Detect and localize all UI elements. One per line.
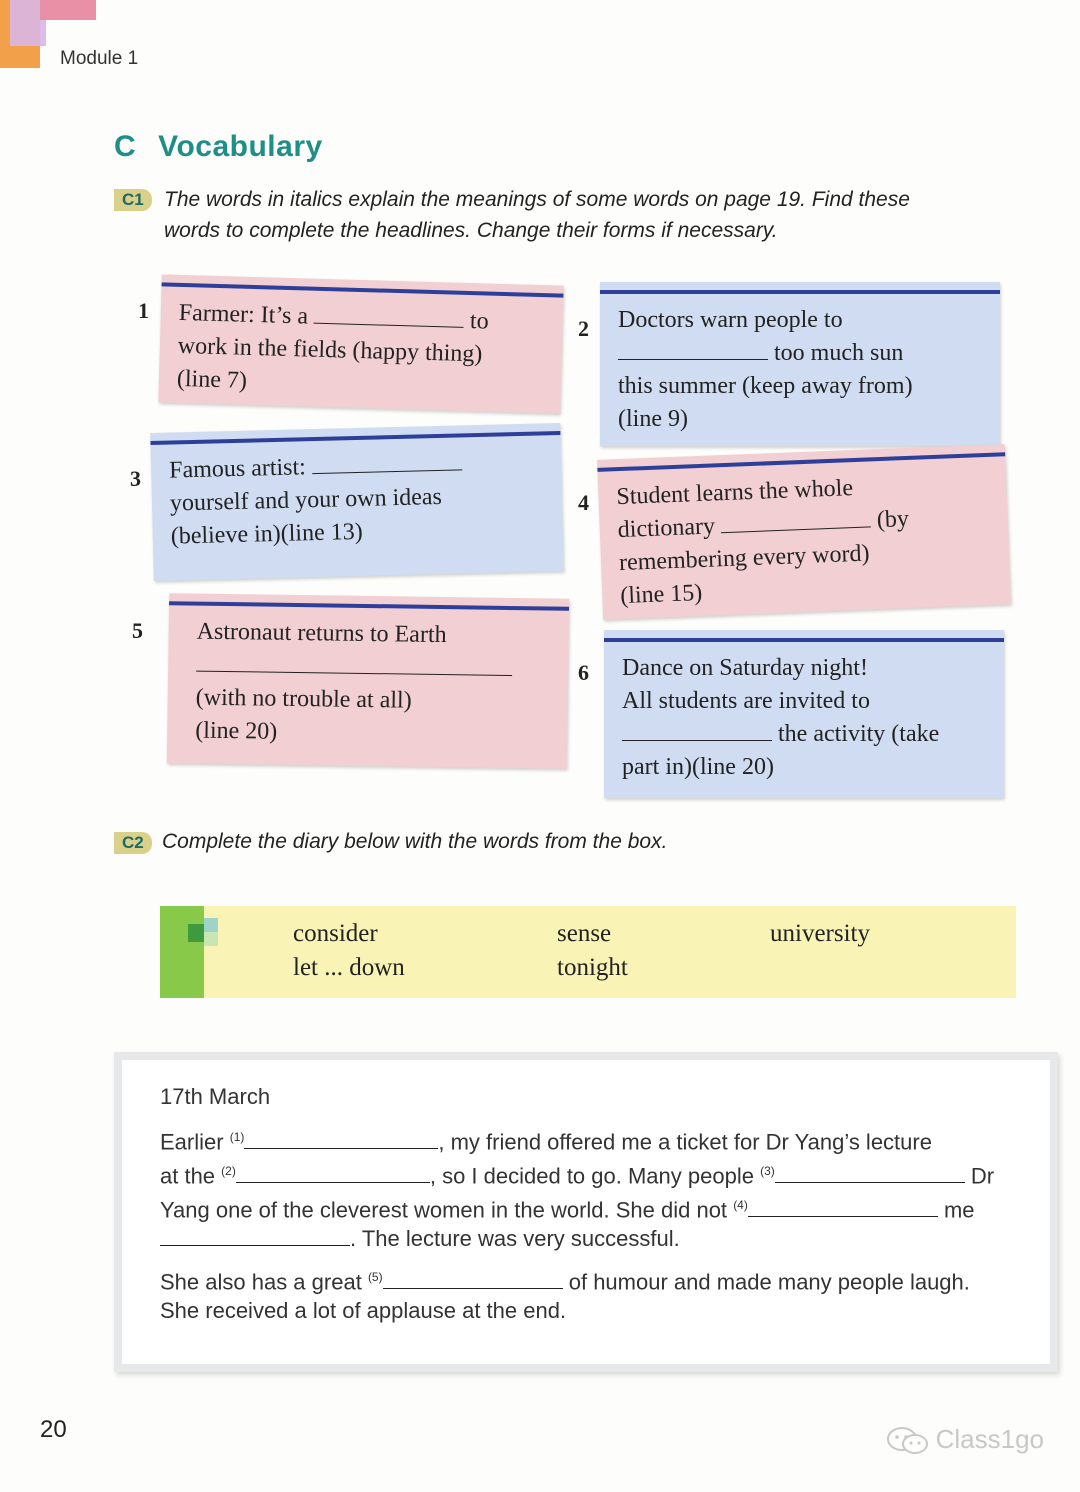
watermark xyxy=(886,1424,1044,1456)
diary-l5a: She also has a great xyxy=(160,1269,362,1295)
card4-line4: (line 15) xyxy=(619,579,703,610)
headline-card-1 xyxy=(158,274,563,413)
blank-number-2: (2) xyxy=(221,1164,236,1178)
diary-date: 17th March xyxy=(160,1084,271,1109)
diary-box xyxy=(114,1052,1058,1372)
diary-l5b: of humour and made many people laugh. xyxy=(568,1269,970,1295)
word-sense: sense xyxy=(557,920,612,947)
card1-line2: work in the fields (happy thing) xyxy=(177,332,483,368)
diary-line-6: She received a lot of applause at the end. xyxy=(160,1298,567,1323)
c1-instruction-line1: The words in italics explain the meanings of some words on page 19. Find these xyxy=(164,188,910,211)
diary-line-4 xyxy=(160,1222,680,1256)
card4-line1: Student learns the whole xyxy=(616,475,854,511)
card4-line2a: dictionary xyxy=(617,513,716,544)
card6-blank[interactable] xyxy=(622,718,772,741)
item-number-3: 3 xyxy=(130,466,141,491)
card6-line3-end: the activity (take xyxy=(778,721,940,747)
diary-blank-4-continued[interactable] xyxy=(160,1223,350,1246)
item-number-4: 4 xyxy=(578,490,589,515)
blank-number-1: (1) xyxy=(229,1130,245,1144)
blank-number-5: (5) xyxy=(367,1270,383,1284)
module-label: Module 1 xyxy=(60,48,139,69)
headline-card-3 xyxy=(150,423,563,581)
item-number-6: 6 xyxy=(578,660,589,685)
card2-line1: Doctors warn people to xyxy=(618,307,843,333)
card6-line1: Dance on Saturday night! xyxy=(622,655,868,681)
word-tonight: tonight xyxy=(557,954,628,981)
page-number: 20 xyxy=(40,1416,67,1443)
diary-blank-1[interactable] xyxy=(244,1126,438,1149)
diary-l1b: , my friend offered me a ticket for Dr Yang’s lecture xyxy=(438,1129,932,1155)
card2-blank[interactable] xyxy=(618,337,768,360)
card5-line1: Astronaut returns to Earth xyxy=(196,618,447,649)
word-box-square-icon xyxy=(204,932,218,946)
c2-tag: C2 xyxy=(114,832,152,854)
corner-decoration-pink xyxy=(40,0,96,20)
word-box xyxy=(160,906,1016,998)
diary-l2b: , so I decided to go. Many people xyxy=(429,1163,754,1189)
blank-number-4: (4) xyxy=(733,1198,748,1212)
section-letter: C xyxy=(114,130,137,163)
blank-number-3: (3) xyxy=(760,1164,775,1178)
watermark-text: Class1go xyxy=(935,1424,1044,1454)
section-name: Vocabulary xyxy=(158,130,323,163)
diary-l2c: Dr xyxy=(970,1163,995,1189)
diary-l3b: me xyxy=(943,1197,975,1223)
diary-blank-3[interactable] xyxy=(775,1160,965,1183)
card5-line4: (line 20) xyxy=(195,717,278,745)
diary-l2a: at the xyxy=(160,1163,216,1189)
card1-line3: (line 7) xyxy=(176,365,248,394)
diary-blank-5[interactable] xyxy=(383,1266,563,1289)
word-box-band xyxy=(160,906,204,998)
word-consider: consider xyxy=(293,920,378,947)
c1-tag: C1 xyxy=(114,189,152,211)
headline-card-5 xyxy=(167,593,569,769)
card4-line2b: (by xyxy=(876,505,910,534)
card1-line1-end: to xyxy=(469,308,490,335)
c2-instruction: Complete the diary below with the words from the box. xyxy=(162,830,668,853)
diary-blank-4[interactable] xyxy=(748,1194,938,1217)
card3-line3: (believe in)(line 13) xyxy=(170,518,363,550)
card6-line2: All students are invited to xyxy=(622,688,870,714)
card6-line4: part in)(line 20) xyxy=(622,754,774,780)
card2-line3: this summer (keep away from) xyxy=(618,373,913,399)
item-number-5: 5 xyxy=(132,618,143,643)
card5-line3: (with no trouble at all) xyxy=(195,684,412,714)
diary-l4: . The lecture was very successful. xyxy=(350,1226,680,1251)
card1-blank[interactable] xyxy=(314,301,465,328)
diary-blank-2[interactable] xyxy=(236,1160,430,1183)
item-number-2: 2 xyxy=(578,316,589,341)
item-number-1: 1 xyxy=(138,298,149,323)
card2-line4: (line 9) xyxy=(618,406,688,432)
card2-line2-end: too much sun xyxy=(774,340,904,366)
card5-blank[interactable] xyxy=(196,649,512,676)
word-box-square-icon xyxy=(204,918,218,932)
card4-blank[interactable] xyxy=(720,504,871,533)
headline-card-6 xyxy=(604,630,1004,798)
section-title xyxy=(114,130,323,164)
diary-l1a: Earlier xyxy=(160,1129,224,1155)
card3-blank[interactable] xyxy=(311,447,462,474)
card3-line1: Famous artist: xyxy=(168,454,307,484)
word-let-down: let ... down xyxy=(293,954,405,981)
diary-l3a: Yang one of the cleverest women in the world. She did not xyxy=(160,1197,728,1223)
c1-instruction-line2: words to complete the headlines. Change their forms if necessary. xyxy=(164,219,778,242)
card3-line2: yourself and your own ideas xyxy=(169,483,443,517)
card1-line1: Farmer: It’s a xyxy=(178,299,309,330)
headline-card-2 xyxy=(600,282,1000,446)
chat-bubbles-icon xyxy=(886,1426,930,1456)
card4-line3: remembering every word) xyxy=(618,540,870,577)
word-university: university xyxy=(770,920,870,947)
headline-card-4 xyxy=(597,444,1011,620)
